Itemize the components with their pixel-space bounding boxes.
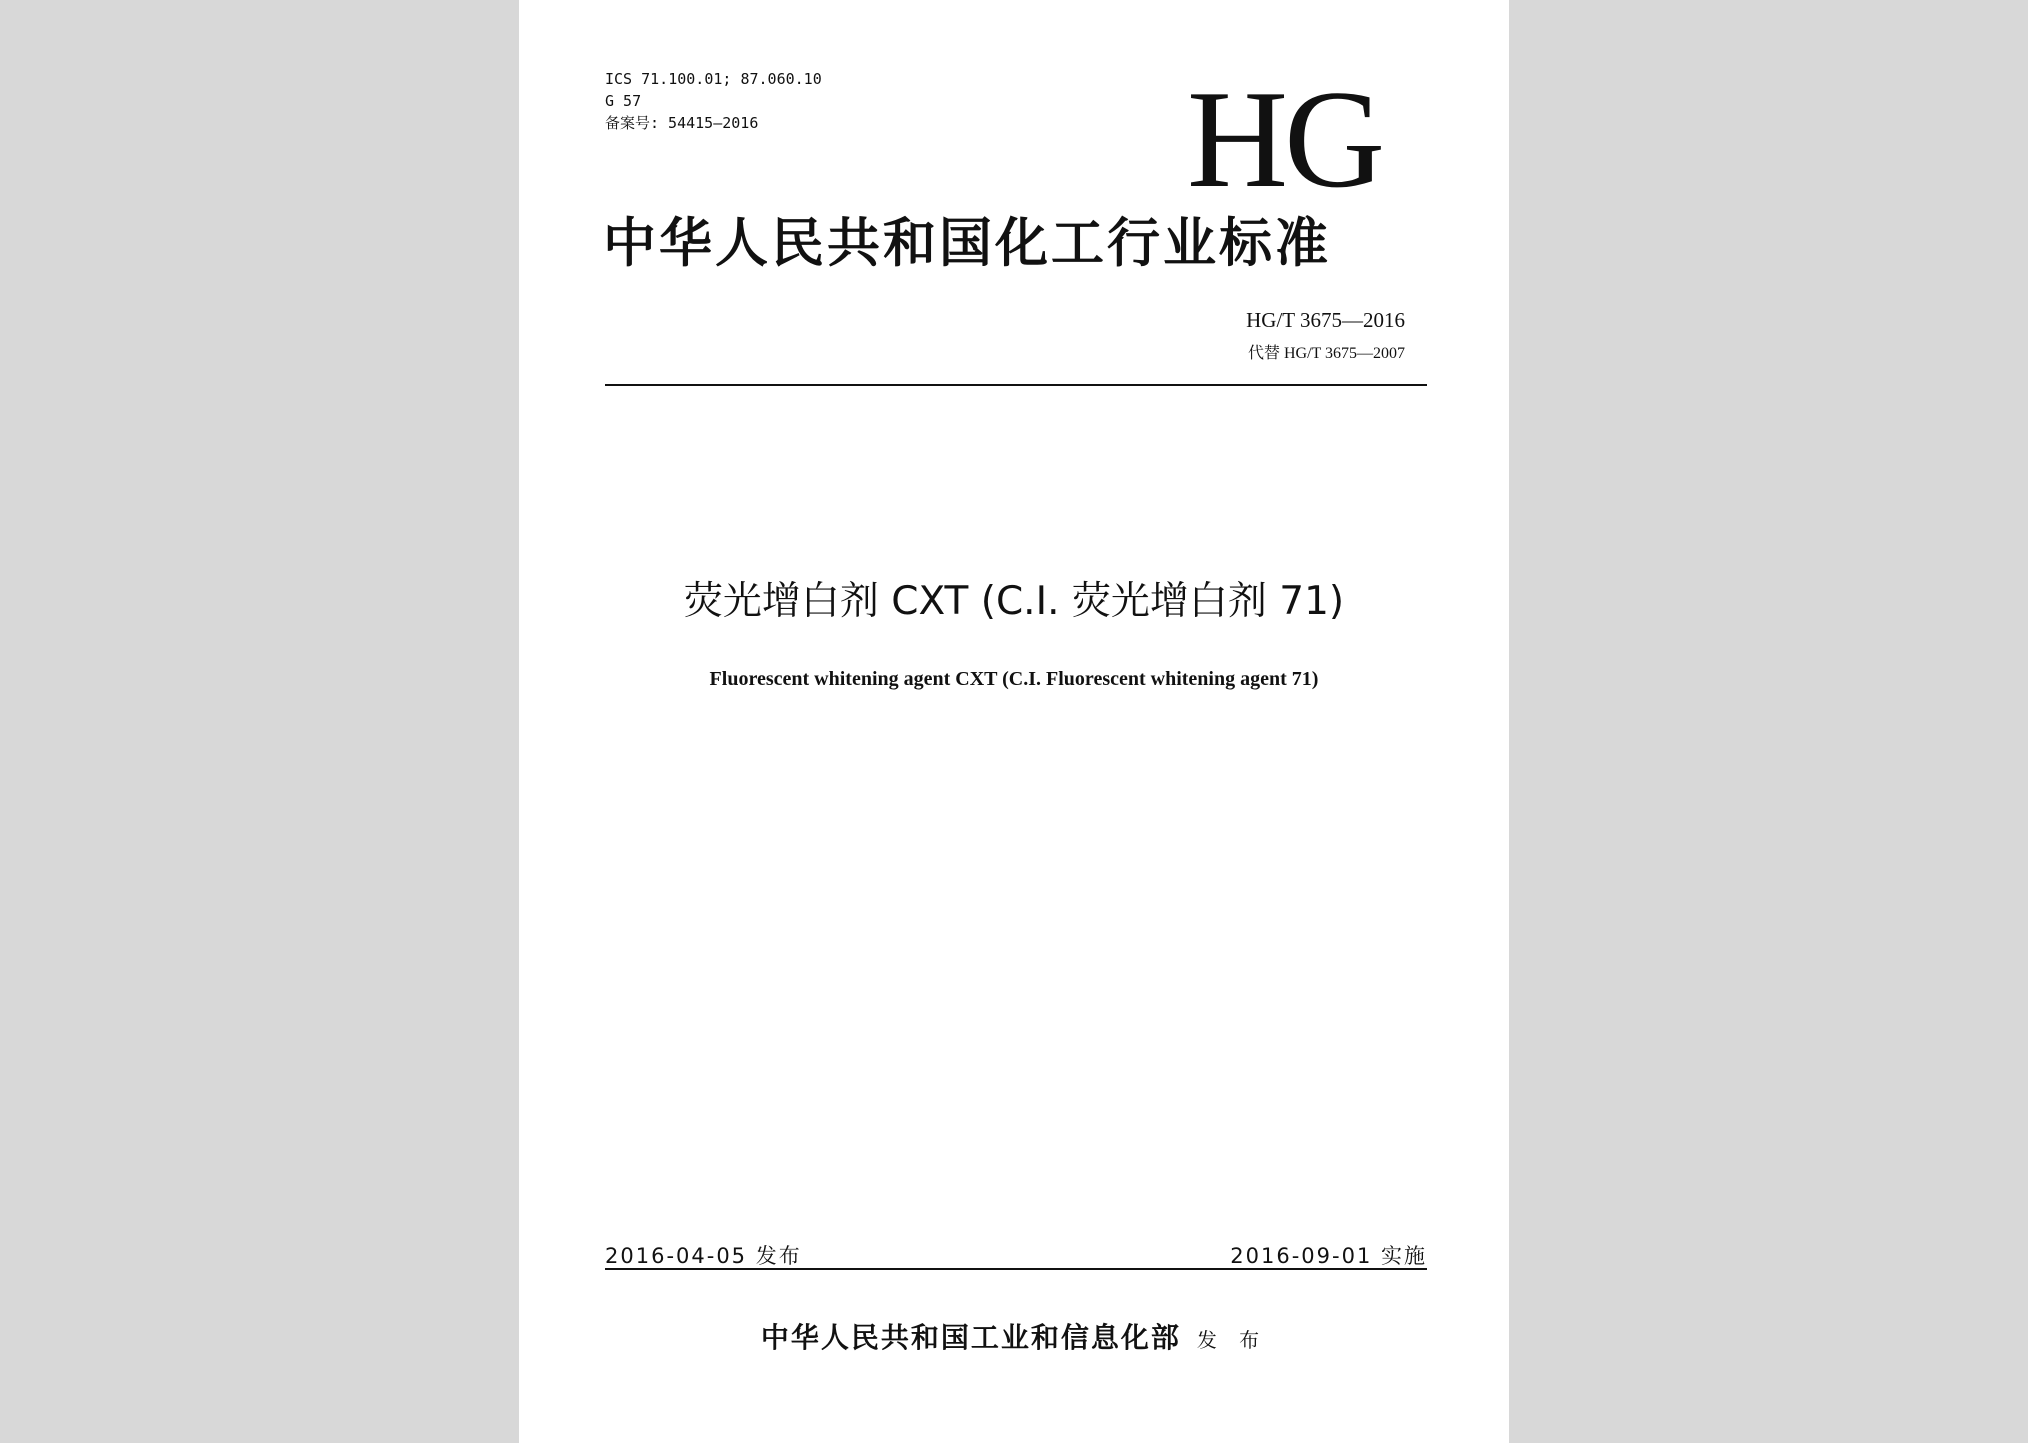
ics-code: ICS 71.100.01; 87.060.10 <box>605 70 822 88</box>
standard-code: HG/T 3675—2016 <box>1246 308 1405 332</box>
issuer-suffix: 发 布 <box>1196 1328 1268 1352</box>
bottom-divider <box>605 1268 1427 1270</box>
document-page <box>519 0 1509 1443</box>
hg-logo: HG <box>1187 62 1382 217</box>
english-title: Fluorescent whitening agent CXT (C.I. Fluorescent whitening agent 71) <box>709 668 1319 690</box>
implementation-date: 2016-09-01 实施 <box>1230 1244 1427 1268</box>
record-number: 备案号: 54415—2016 <box>605 114 759 132</box>
replaces-standard: 代替 HG/T 3675—2007 <box>1247 345 1405 362</box>
standard-type-title: 中华人民共和国化工行业标准 <box>603 213 1331 274</box>
top-divider <box>605 384 1427 386</box>
issue-date: 2016-04-05 发布 <box>605 1244 802 1268</box>
ccs-code: G 57 <box>605 92 642 110</box>
issuer-name: 中华人民共和国工业和信息化部 <box>760 1321 1181 1354</box>
chinese-title: 荧光增白剂 CXT (C.I. 荧光增白剂 71) <box>683 579 1345 624</box>
classification-block <box>605 68 822 134</box>
issuer-line <box>519 1316 1509 1356</box>
